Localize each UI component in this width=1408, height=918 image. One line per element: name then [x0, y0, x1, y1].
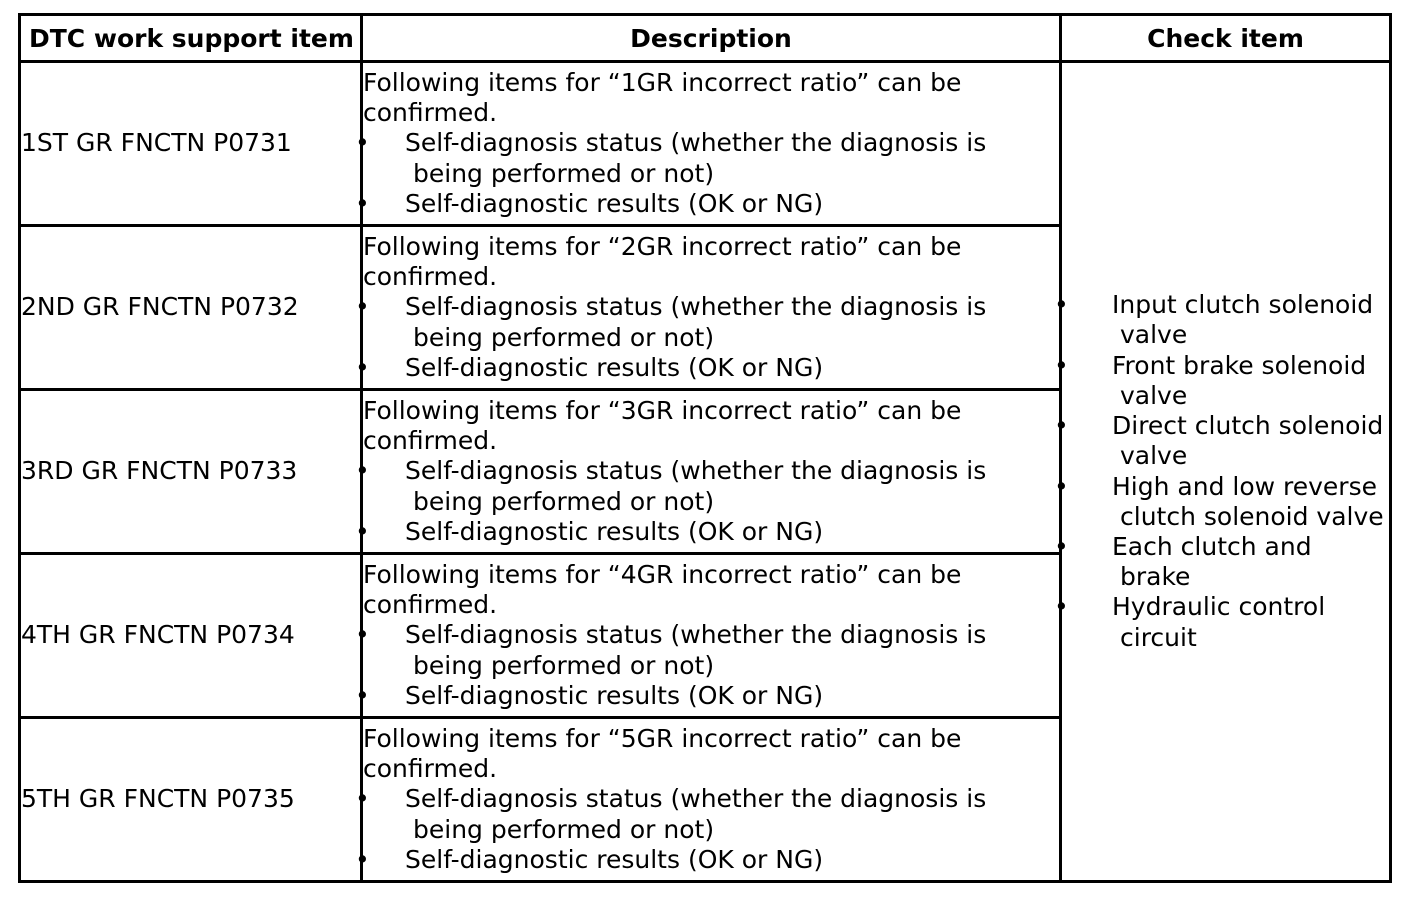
check-item-cell [1054, 62, 1391, 882]
description-intro: Following items for “3GR incorrect ratio” can be confirmed. [363, 395, 962, 456]
header-dtc-work-support-item: DTC work support item [20, 15, 362, 62]
bullet-icon: • [355, 128, 370, 158]
description-cell [355, 390, 1061, 554]
dtc-item-cell: 3RD GR FNCTN P0733 [20, 390, 362, 554]
description-cell [355, 226, 1061, 390]
dtc-item-cell: 4TH GR FNCTN P0734 [20, 554, 362, 718]
description-bullet-item [355, 188, 1059, 219]
description-bullet-item [355, 128, 1059, 188]
check-item [1054, 471, 1389, 532]
dtc-item-cell: 2ND GR FNCTN P0732 [20, 226, 362, 390]
bullet-icon: • [355, 516, 370, 546]
description-bullet-text: Self-diagnostic results (OK or NG) [405, 188, 824, 218]
description-bullet-item [355, 680, 1059, 711]
description-bullet-text: Self-diagnostic results (OK or NG) [405, 680, 824, 710]
description-bullet-text: Self-diagnosis status (whether the diagnosis is being performed or not) [405, 784, 987, 844]
header-check-item: Check item [1061, 15, 1391, 62]
description-bullet-item [355, 516, 1059, 547]
description-bullet-text: Self-diagnostic results (OK or NG) [405, 844, 824, 874]
check-item-text: Each clutch and brake [1112, 531, 1312, 592]
check-item-text: Direct clutch solenoid valve [1112, 411, 1384, 471]
check-item [1054, 350, 1389, 411]
description-bullet-list [355, 292, 1059, 383]
check-item [1054, 411, 1389, 471]
description-cell [355, 554, 1061, 718]
header-description: Description [362, 15, 1061, 62]
bullet-icon: • [355, 620, 370, 650]
description-intro: Following items for “4GR incorrect ratio” can be confirmed. [363, 559, 962, 620]
check-item [1054, 531, 1389, 592]
bullet-icon: • [1054, 471, 1069, 501]
description-bullet-list [355, 784, 1059, 875]
description-bullet-item [355, 620, 1059, 680]
check-item-text: High and low reverse clutch solenoid valve [1112, 471, 1384, 531]
description-intro: Following items for “5GR incorrect ratio” can be confirmed. [363, 723, 962, 784]
bullet-icon: • [1054, 350, 1069, 380]
dtc-item-cell: 1ST GR FNCTN P0731 [20, 62, 362, 226]
bullet-icon: • [355, 352, 370, 382]
dtc-work-support-table [18, 13, 1392, 883]
check-item [1054, 592, 1389, 652]
dtc-item-cell: 5TH GR FNCTN P0735 [20, 718, 362, 882]
description-bullet-item [355, 456, 1059, 516]
table-row [20, 62, 1391, 226]
check-item [1054, 290, 1389, 350]
bullet-icon: • [355, 784, 370, 814]
bullet-icon: • [355, 188, 370, 218]
bullet-icon: • [355, 844, 370, 874]
description-bullet-text: Self-diagnostic results (OK or NG) [405, 352, 824, 382]
check-item-list [1054, 290, 1389, 652]
description-bullet-item [355, 784, 1059, 844]
header-row [20, 15, 1391, 62]
description-bullet-list [355, 620, 1059, 711]
bullet-icon: • [1054, 411, 1069, 441]
description-bullet-text: Self-diagnosis status (whether the diagnosis is being performed or not) [405, 128, 987, 188]
description-intro: Following items for “1GR incorrect ratio” can be confirmed. [363, 67, 962, 128]
description-bullet-list [355, 456, 1059, 547]
description-cell [355, 718, 1061, 882]
check-item-text: Input clutch solenoid valve [1112, 290, 1374, 350]
description-intro: Following items for “2GR incorrect ratio” can be confirmed. [363, 231, 962, 292]
description-bullet-text: Self-diagnostic results (OK or NG) [405, 516, 824, 546]
description-bullet-text: Self-diagnosis status (whether the diagnosis is being performed or not) [405, 292, 987, 352]
description-cell [355, 62, 1061, 226]
description-bullet-list [355, 128, 1059, 219]
bullet-icon: • [1054, 531, 1069, 561]
bullet-icon: • [355, 292, 370, 322]
check-item-text: Front brake solenoid valve [1112, 350, 1367, 410]
description-bullet-item [355, 844, 1059, 875]
bullet-icon: • [1054, 290, 1069, 320]
description-bullet-text: Self-diagnosis status (whether the diagnosis is being performed or not) [405, 456, 987, 516]
description-bullet-item [355, 352, 1059, 383]
bullet-icon: • [1054, 592, 1069, 622]
bullet-icon: • [355, 680, 370, 710]
bullet-icon: • [355, 456, 370, 486]
check-item-text: Hydraulic control circuit [1112, 592, 1326, 652]
description-bullet-text: Self-diagnosis status (whether the diagnosis is being performed or not) [405, 620, 987, 680]
description-bullet-item [355, 292, 1059, 352]
